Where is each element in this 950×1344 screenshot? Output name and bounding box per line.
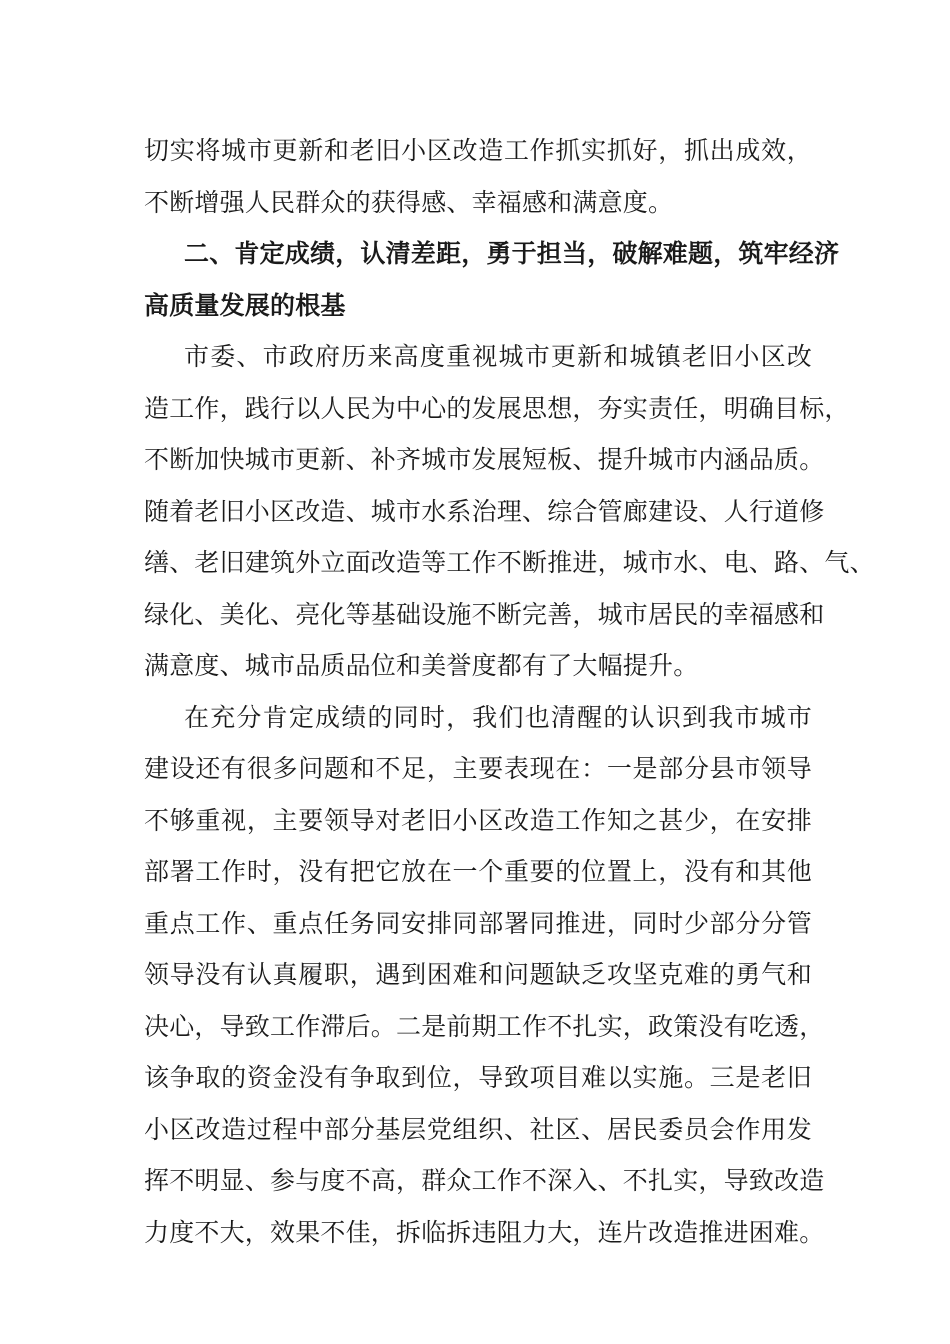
text-line: 市委、市政府历来高度重视城市更新和城镇老旧小区改 — [184, 342, 812, 371]
text-line: 切实将城市更新和老旧小区改造工作抓实抓好，抓出成效， — [144, 136, 812, 165]
heading-line: 二、肯定成绩，认清差距，勇于担当，破解难题，筑牢经济 — [184, 239, 840, 268]
text-line: 该争取的资金没有争取到位，导致项目难以实施。三是老旧 — [144, 1063, 812, 1092]
text-line: 缮、老旧建筑外立面改造等工作不断推进，城市水、电、路、气、 — [144, 548, 875, 577]
text-line: 决心，导致工作滞后。二是前期工作不扎实，政策没有吃透， — [144, 1011, 825, 1041]
text-line: 挥不明显、参与度不高，群众工作不深入、不扎实，导致改造 — [144, 1166, 825, 1195]
section-heading — [144, 228, 840, 331]
document-body — [144, 125, 875, 1258]
paragraph-continuation — [144, 125, 812, 228]
text-line: 满意度、城市品质品位和美誉度都有了大幅提升。 — [144, 651, 699, 680]
text-line: 领导没有认真履职，遇到困难和问题缺乏攻坚克难的勇气和 — [144, 960, 812, 989]
text-line: 力度不大，效果不佳，拆临拆违阻力大，连片改造推进困难。 — [144, 1217, 825, 1247]
heading-line: 高质量发展的根基 — [144, 290, 346, 320]
text-line: 不断增强人民群众的获得感、幸福感和满意度。 — [144, 187, 674, 217]
text-line: 重点工作、重点任务同安排同部署同推进，同时少部分分管 — [144, 908, 812, 938]
text-line: 部署工作时，没有把它放在一个重要的位置上，没有和其他 — [144, 857, 812, 886]
text-line: 建设还有很多问题和不足，主要表现在：一是部分县市领导 — [144, 754, 812, 783]
text-line: 小区改造过程中部分基层党组织、社区、居民委员会作用发 — [144, 1114, 812, 1144]
paragraph-problems — [144, 692, 825, 1259]
text-line: 不够重视，主要领导对老旧小区改造工作知之甚少，在安排 — [144, 805, 812, 835]
text-line: 随着老旧小区改造、城市水系治理、综合管廊建设、人行道修 — [144, 496, 825, 526]
paragraph-achievements — [144, 331, 875, 692]
text-line: 造工作，践行以人民为中心的发展思想，夯实责任，明确目标， — [144, 393, 850, 423]
text-line: 在充分肯定成绩的同时，我们也清醒的认识到我市城市 — [184, 702, 812, 732]
text-line: 绿化、美化、亮化等基础设施不断完善，城市居民的幸福感和 — [144, 599, 825, 629]
text-line: 不断加快城市更新、补齐城市发展短板、提升城市内涵品质。 — [144, 445, 825, 474]
